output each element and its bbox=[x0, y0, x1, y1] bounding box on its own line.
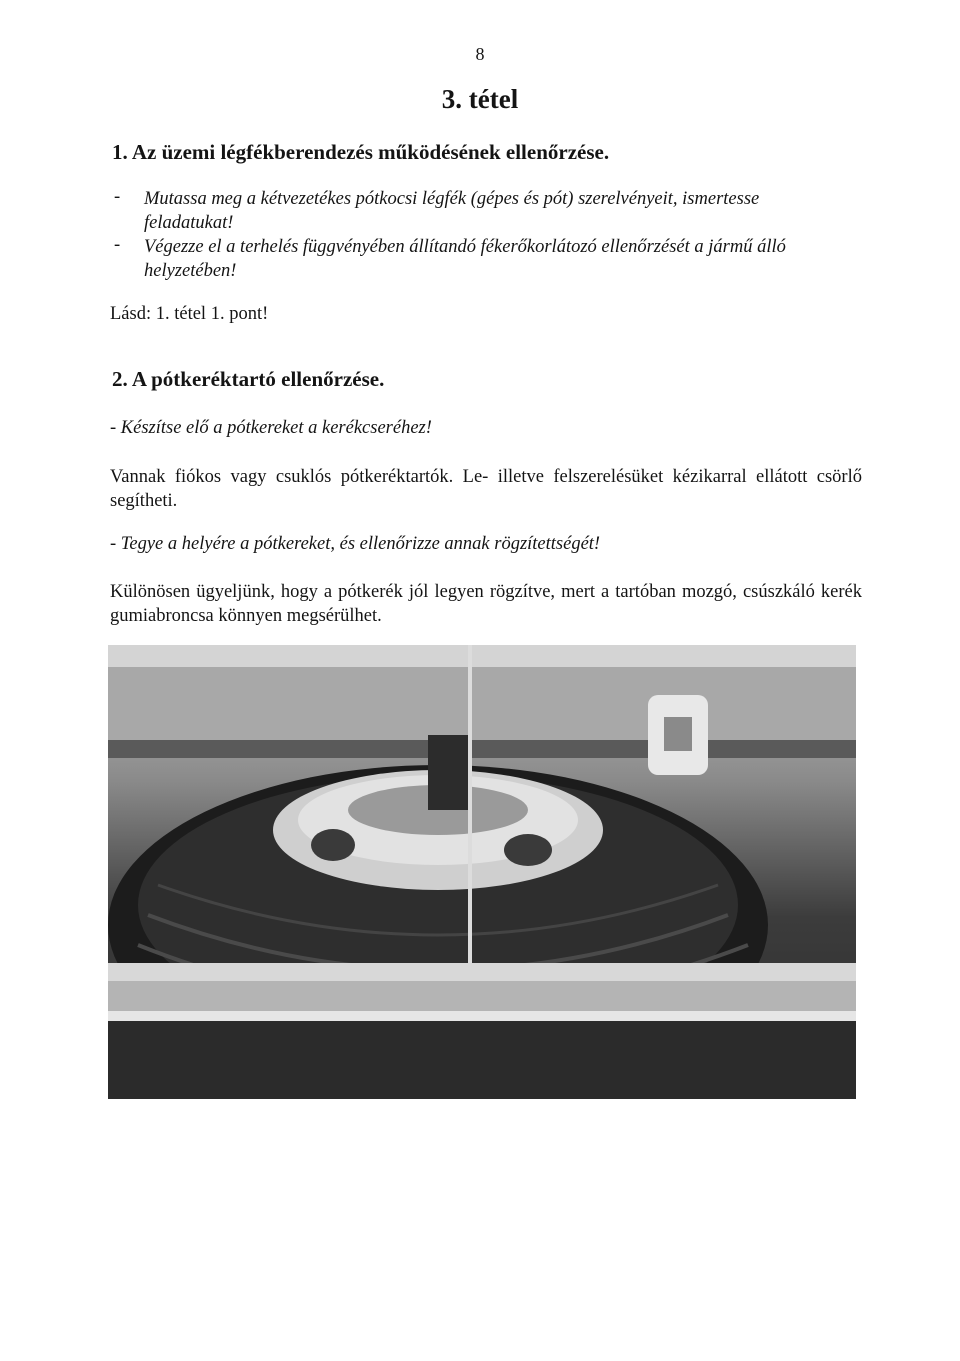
page-number: 8 bbox=[475, 44, 485, 64]
list-item-2-marker: - bbox=[114, 235, 121, 255]
photo-illustration bbox=[108, 645, 856, 1099]
list-item-2-line1: Végezze el a terhelés függvényében állítandó fékerőkorlátozó ellenőrzését a jármű álló bbox=[144, 237, 786, 257]
section-2-heading: 2. A pótkeréktartó ellenőrzése. bbox=[112, 367, 385, 391]
list-item-1-marker: - bbox=[114, 187, 121, 207]
list-item-2-line2: helyzetében! bbox=[144, 261, 237, 281]
list-item-1-line2: feladatukat! bbox=[144, 213, 234, 233]
spare-wheel-carrier-photo bbox=[108, 645, 856, 1099]
reference-note: Lásd: 1. tétel 1. pont! bbox=[110, 304, 269, 324]
paragraph-fixing-warning: Különösen ügyeljünk, hogy a pótkerék jól legyen rögzítve, mert a tartóban mozgó, csúszkáló kerék gumiabroncsa könnyen megsérülhet. bbox=[110, 582, 862, 626]
section-1-heading: 1. Az üzemi légfékberendezés működésének ellenőrzése. bbox=[112, 140, 610, 164]
document-title: 3. tétel bbox=[441, 84, 519, 114]
paragraph-carrier-types: Vannak fiókos vagy csuklós pótkeréktartók. Le- illetve felszerelésüket kézikarral ellátott csörlő segítheti. bbox=[110, 467, 862, 511]
list-item-1-line1: Mutassa meg a kétvezetékes pótkocsi légfék (gépes és pót) szerelvényeit, ismertesse bbox=[144, 189, 760, 209]
instruction-prepare-spare: - Készítse elő a pótkereket a kerékcseréhez! bbox=[110, 418, 432, 438]
section-1-list bbox=[0, 187, 960, 283]
instruction-mount-spare: - Tegye a helyére a pótkereket, és ellenőrizze annak rögzítettségét! bbox=[110, 534, 601, 554]
